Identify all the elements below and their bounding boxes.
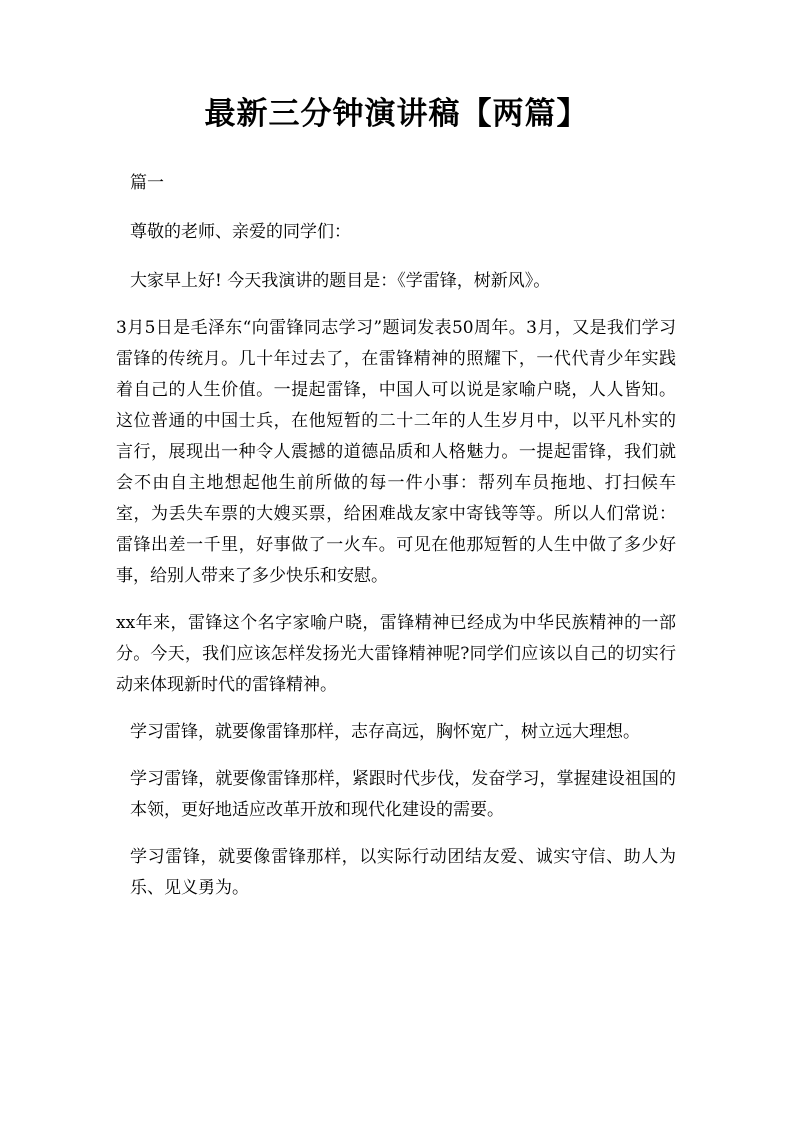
- paragraph-learn-ideals: 学习雷锋，就要像雷锋那样，志存高远，胸怀宽广，树立远大理想。: [130, 722, 640, 742]
- paragraph-leifeng-history: 3月5日是毛泽东“向雷锋同志学习”题词发表50周年。3月，又是我们学习雷锋的传统月。几十年过去了，在雷锋精神的照耀下，一代代青少年实践着自己的人生价值。一提起雷锋，中国人可以说是家喻户晓，人人皆知。这位普通的中国士兵，在他短暂的二十二年的人生岁月中，以平凡朴实的言行，展现出一种令人震撼的道德品质和人格魅力。一提起雷锋，我们就会不由自主地想起他生前所做的每一件小事：帮列车员拖地、打扫候车室，为丢失车票的大嫂买票，给困难战友家中寄钱等等。所以人们常说：雷锋出差一千里，好事做了一火车。可见在他那短暂的人生中做了多少好事，给别人带来了多少快乐和安慰。: [116, 318, 676, 586]
- document-title: 最新三分钟演讲稿【两篇】: [204, 96, 589, 132]
- section-label: 篇一: [130, 173, 164, 193]
- paragraph-leifeng-spirit: xx年来，雷锋这个名字家喻户晓，雷锋精神已经成为中华民族精神的一部分。今天，我们应该怎样发扬光大雷锋精神呢?同学们应该以自己的切实行动来体现新时代的雷锋精神。: [116, 613, 676, 695]
- paragraph-learn-study: 学习雷锋，就要像雷锋那样，紧跟时代步伐，发奋学习，掌握建设祖国的本领，更好地适应改革开放和现代化建设的需要。: [130, 769, 676, 820]
- document-body: [116, 168, 676, 920]
- paragraph-learn-action: 学习雷锋，就要像雷锋那样，以实际行动团结友爱、诚实守信、助人为乐、见义勇为。: [130, 847, 676, 898]
- paragraph-greeting: 大家早上好! 今天我演讲的题目是：《学雷锋，树新风》。: [130, 271, 551, 291]
- salutation: 尊敬的老师、亲爱的同学们：: [130, 222, 351, 242]
